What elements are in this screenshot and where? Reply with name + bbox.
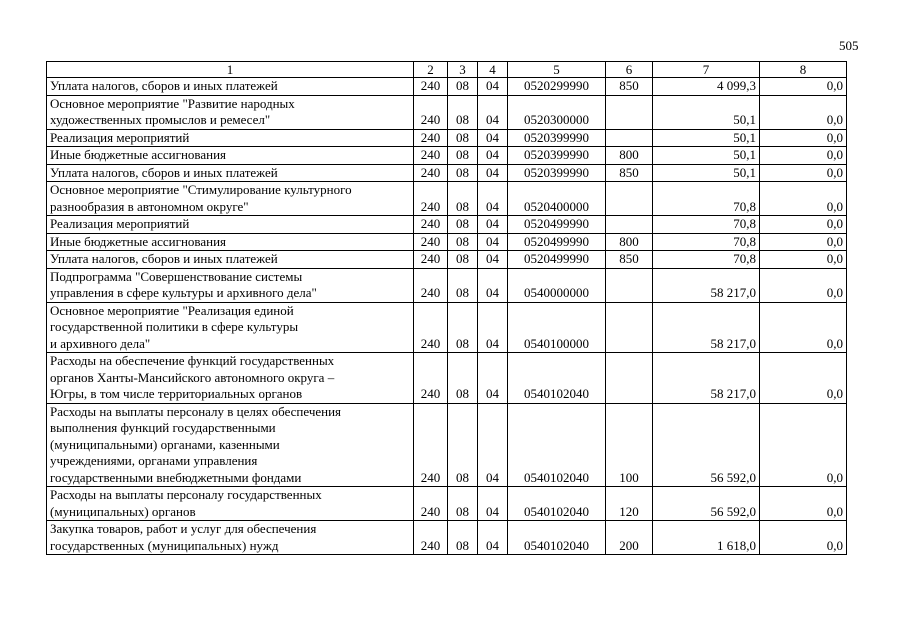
cell-ministry-code: 240: [414, 78, 448, 96]
cell-subsection: 04: [478, 403, 508, 487]
cell-name-line: (муниципальными) органами, казенными: [50, 436, 280, 452]
cell-amount: 56 592,0: [653, 403, 760, 487]
cell-amount: 58 217,0: [653, 268, 760, 302]
cell-name-line: Расходы на выплаты персоналу в целях обеспечения: [50, 403, 342, 419]
column-header: 8: [760, 62, 847, 78]
cell-target-article: 0520300000: [508, 95, 606, 129]
cell-target-article: 0520499990: [508, 233, 606, 251]
cell-target-article: 0540000000: [508, 268, 606, 302]
cell-ministry-code: 240: [414, 182, 448, 216]
table-row: [47, 403, 847, 487]
cell-name: [47, 78, 414, 96]
cell-target-article: 0520400000: [508, 182, 606, 216]
cell-expense-type: [606, 216, 653, 234]
cell-ministry-code: 240: [414, 403, 448, 487]
cell-name-line: Закупка товаров, работ и услуг для обеспечения: [50, 521, 317, 536]
cell-name: [47, 251, 414, 269]
cell-section: 08: [448, 403, 478, 487]
cell-amount-2: 0,0: [760, 95, 847, 129]
cell-amount: 50,1: [653, 129, 760, 147]
table-row: [47, 233, 847, 251]
cell-subsection: 04: [478, 129, 508, 147]
cell-name: [47, 182, 414, 216]
cell-amount-2: 0,0: [760, 164, 847, 182]
cell-expense-type: [606, 95, 653, 129]
cell-name-line: и архивного дела": [50, 335, 151, 351]
cell-section: 08: [448, 164, 478, 182]
cell-ministry-code: 240: [414, 95, 448, 129]
table-row: [47, 129, 847, 147]
cell-amount-2: 0,0: [760, 182, 847, 216]
budget-table: [46, 61, 847, 555]
cell-section: 08: [448, 353, 478, 404]
cell-name: [47, 487, 414, 521]
cell-subsection: 04: [478, 78, 508, 96]
cell-subsection: 04: [478, 216, 508, 234]
cell-ministry-code: 240: [414, 268, 448, 302]
cell-section: 08: [448, 268, 478, 302]
cell-name-line: управления в сфере культуры и архивного дела": [50, 285, 317, 300]
cell-amount: 50,1: [653, 147, 760, 165]
cell-target-article: 0520399990: [508, 129, 606, 147]
cell-section: 08: [448, 251, 478, 269]
cell-amount: 4 099,3: [653, 78, 760, 96]
table-header-row: [47, 62, 847, 78]
cell-name-line: Иные бюджетные ассигнования: [50, 233, 227, 249]
cell-subsection: 04: [478, 251, 508, 269]
cell-target-article: 0520399990: [508, 164, 606, 182]
cell-name: [47, 129, 414, 147]
cell-amount: 70,8: [653, 216, 760, 234]
cell-amount: 70,8: [653, 182, 760, 216]
cell-expense-type: [606, 268, 653, 302]
cell-amount-2: 0,0: [760, 233, 847, 251]
table-row: [47, 487, 847, 521]
cell-name-line: Основное мероприятие "Стимулирование культурного: [50, 182, 352, 197]
cell-expense-type: 120: [606, 487, 653, 521]
cell-name-line: Расходы на обеспечение функций государственных: [50, 353, 335, 368]
cell-ministry-code: 240: [414, 487, 448, 521]
cell-ministry-code: 240: [414, 353, 448, 404]
cell-name-line: Уплата налогов, сборов и иных платежей: [50, 251, 278, 266]
column-header: 6: [606, 62, 653, 78]
cell-name-line: Югры, в том числе территориальных органов: [50, 386, 303, 401]
column-header: 5: [508, 62, 606, 78]
cell-amount-2: 0,0: [760, 216, 847, 234]
cell-target-article: 0520299990: [508, 78, 606, 96]
cell-name-line: Основное мероприятие "Развитие народных: [50, 95, 295, 111]
cell-name: [47, 216, 414, 234]
cell-expense-type: 200: [606, 521, 653, 555]
cell-expense-type: 100: [606, 403, 653, 487]
cell-amount: 50,1: [653, 164, 760, 182]
table-row: [47, 302, 847, 353]
cell-ministry-code: 240: [414, 216, 448, 234]
cell-name-line: Реализация мероприятий: [50, 216, 190, 231]
cell-expense-type: [606, 302, 653, 353]
cell-name-line: Реализация мероприятий: [50, 129, 190, 145]
cell-ministry-code: 240: [414, 147, 448, 165]
cell-subsection: 04: [478, 182, 508, 216]
cell-amount: 58 217,0: [653, 302, 760, 353]
cell-expense-type: 850: [606, 164, 653, 182]
cell-amount-2: 0,0: [760, 78, 847, 96]
cell-name: [47, 164, 414, 182]
table-row: [47, 164, 847, 182]
cell-name-line: учреждениями, органами управления: [50, 453, 258, 468]
cell-amount-2: 0,0: [760, 268, 847, 302]
cell-name: [47, 147, 414, 165]
cell-name-line: Уплата налогов, сборов и иных платежей: [50, 78, 278, 93]
cell-amount-2: 0,0: [760, 487, 847, 521]
cell-expense-type: 850: [606, 78, 653, 96]
cell-expense-type: 850: [606, 251, 653, 269]
cell-section: 08: [448, 233, 478, 251]
cell-section: 08: [448, 302, 478, 353]
cell-amount: 58 217,0: [653, 353, 760, 404]
table-row: [47, 216, 847, 234]
cell-subsection: 04: [478, 302, 508, 353]
cell-subsection: 04: [478, 147, 508, 165]
table-row: [47, 95, 847, 129]
cell-ministry-code: 240: [414, 129, 448, 147]
table-row: [47, 521, 847, 555]
table-row: [47, 353, 847, 404]
cell-subsection: 04: [478, 521, 508, 555]
cell-subsection: 04: [478, 353, 508, 404]
cell-target-article: 0540100000: [508, 302, 606, 353]
cell-name-line: Иные бюджетные ассигнования: [50, 147, 227, 162]
cell-section: 08: [448, 95, 478, 129]
cell-name: [47, 268, 414, 302]
cell-name-line: Уплата налогов, сборов и иных платежей: [50, 164, 278, 180]
table-row: [47, 147, 847, 165]
cell-name-line: (муниципальных) органов: [50, 503, 196, 519]
cell-ministry-code: 240: [414, 164, 448, 182]
cell-target-article: 0520399990: [508, 147, 606, 165]
cell-expense-type: [606, 182, 653, 216]
cell-subsection: 04: [478, 268, 508, 302]
table-row: [47, 268, 847, 302]
cell-amount: 70,8: [653, 233, 760, 251]
cell-target-article: 0520499990: [508, 216, 606, 234]
cell-section: 08: [448, 78, 478, 96]
cell-name: [47, 233, 414, 251]
cell-expense-type: [606, 129, 653, 147]
column-header: 7: [653, 62, 760, 78]
cell-section: 08: [448, 487, 478, 521]
cell-section: 08: [448, 521, 478, 555]
cell-name: [47, 95, 414, 129]
cell-amount: 56 592,0: [653, 487, 760, 521]
cell-section: 08: [448, 182, 478, 216]
cell-target-article: 0520499990: [508, 251, 606, 269]
cell-name: [47, 353, 414, 404]
table-row: [47, 182, 847, 216]
cell-target-article: 0540102040: [508, 487, 606, 521]
cell-name-line: Расходы на выплаты персоналу государственных: [50, 487, 322, 502]
cell-section: 08: [448, 129, 478, 147]
column-header: 2: [414, 62, 448, 78]
table-row: [47, 78, 847, 96]
page-number: 505: [839, 38, 859, 53]
cell-amount: 70,8: [653, 251, 760, 269]
cell-target-article: 0540102040: [508, 521, 606, 555]
cell-name-line: Основное мероприятие "Реализация единой: [50, 302, 294, 318]
cell-name-line: государственных (муниципальных) нужд: [50, 537, 279, 553]
cell-name-line: разнообразия в автономном округе": [50, 198, 249, 214]
column-header: 4: [478, 62, 508, 78]
cell-name: [47, 403, 414, 487]
cell-amount: 50,1: [653, 95, 760, 129]
column-header: 1: [47, 62, 414, 78]
cell-name-line: государственными внебюджетными фондами: [50, 469, 302, 485]
cell-name-line: выполнения функций государственными: [50, 420, 276, 435]
cell-amount: 1 618,0: [653, 521, 760, 555]
cell-name-line: государственной политики в сфере культуры: [50, 319, 299, 334]
cell-amount-2: 0,0: [760, 353, 847, 404]
cell-subsection: 04: [478, 487, 508, 521]
cell-section: 08: [448, 147, 478, 165]
cell-section: 08: [448, 216, 478, 234]
cell-name-line: органов Ханты-Мансийского автономного округа –: [50, 369, 335, 385]
cell-expense-type: [606, 353, 653, 404]
cell-amount-2: 0,0: [760, 147, 847, 165]
cell-amount-2: 0,0: [760, 403, 847, 487]
column-header: 3: [448, 62, 478, 78]
cell-amount-2: 0,0: [760, 129, 847, 147]
cell-amount-2: 0,0: [760, 251, 847, 269]
table-row: [47, 251, 847, 269]
cell-ministry-code: 240: [414, 251, 448, 269]
cell-expense-type: 800: [606, 147, 653, 165]
cell-name-line: художественных промыслов и ремесел": [50, 112, 271, 127]
cell-amount-2: 0,0: [760, 302, 847, 353]
cell-expense-type: 800: [606, 233, 653, 251]
cell-amount-2: 0,0: [760, 521, 847, 555]
cell-subsection: 04: [478, 233, 508, 251]
cell-subsection: 04: [478, 164, 508, 182]
cell-target-article: 0540102040: [508, 353, 606, 404]
cell-subsection: 04: [478, 95, 508, 129]
cell-name: [47, 302, 414, 353]
cell-name: [47, 521, 414, 555]
cell-ministry-code: 240: [414, 233, 448, 251]
cell-ministry-code: 240: [414, 521, 448, 555]
cell-ministry-code: 240: [414, 302, 448, 353]
cell-name-line: Подпрограмма "Совершенствование системы: [50, 268, 303, 284]
cell-target-article: 0540102040: [508, 403, 606, 487]
